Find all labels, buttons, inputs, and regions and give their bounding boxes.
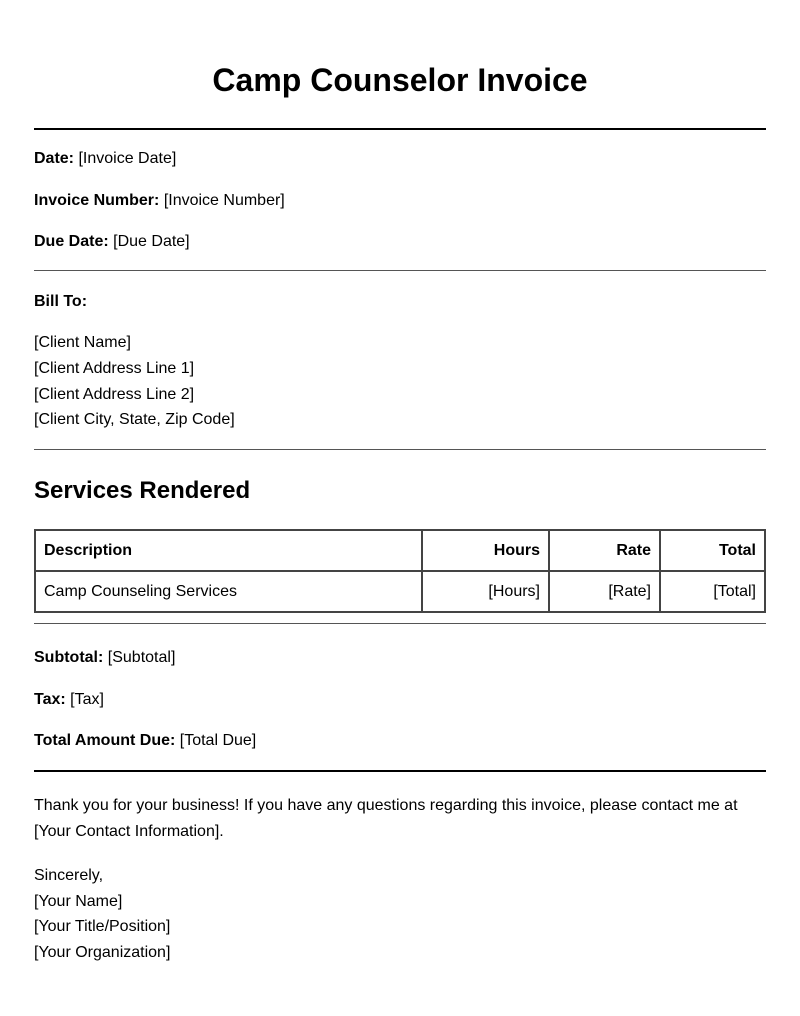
client-city-state-zip: [Client City, State, Zip Code] — [34, 411, 235, 428]
subtotal-value: [Subtotal] — [107, 649, 176, 666]
invoice-number-label: Invoice Number: — [34, 192, 160, 209]
total-due-value: [Total Due] — [179, 732, 257, 749]
subtotal — [34, 648, 175, 668]
invoice-number — [34, 191, 285, 211]
divider — [34, 770, 766, 772]
column-header-hours: Hours — [422, 530, 549, 571]
due-date-value: [Due Date] — [113, 233, 190, 250]
invoice-number-value: [Invoice Number] — [163, 192, 285, 209]
invoice-date-value: [Invoice Date] — [78, 150, 177, 167]
tax-value: [Tax] — [70, 691, 104, 708]
table-row — [35, 571, 765, 612]
services-table — [34, 529, 766, 613]
bill-to-heading: Bill To: — [34, 293, 88, 310]
divider — [34, 270, 766, 271]
tax-label: Tax: — [34, 691, 66, 708]
row-total: [Total] — [660, 571, 765, 612]
signoff-organization: [Your Organization] — [34, 944, 171, 961]
column-header-description: Description — [35, 530, 422, 571]
client-address-line-2: [Client Address Line 2] — [34, 386, 195, 403]
column-header-rate: Rate — [549, 530, 660, 571]
page-title: Camp Counselor Invoice — [212, 62, 588, 98]
divider — [34, 128, 766, 130]
services-heading: Services Rendered — [34, 477, 251, 504]
signoff-title: [Your Title/Position] — [34, 918, 171, 935]
invoice-date — [34, 149, 176, 169]
row-hours: [Hours] — [422, 571, 549, 612]
row-rate: [Rate] — [549, 571, 660, 612]
total-due-label: Total Amount Due: — [34, 732, 176, 749]
subtotal-label: Subtotal: — [34, 649, 104, 666]
client-address-line-1: [Client Address Line 1] — [34, 360, 195, 377]
bill-to-label — [34, 292, 87, 312]
total-amount-due — [34, 731, 256, 751]
signoff-sincerely: Sincerely, — [34, 867, 104, 884]
due-date-label: Due Date: — [34, 233, 109, 250]
row-description: Camp Counseling Services — [35, 571, 422, 612]
table-header-row — [35, 530, 765, 571]
closing-message: Thank you for your business! If you have any questions regarding this invoice, please contact me at [Your Contact Information]. — [34, 797, 738, 840]
client-name: [Client Name] — [34, 334, 131, 351]
tax — [34, 690, 104, 710]
invoice-date-label: Date: — [34, 150, 75, 167]
divider — [34, 449, 766, 450]
divider — [34, 623, 766, 624]
signoff-name: [Your Name] — [34, 893, 123, 910]
column-header-total: Total — [660, 530, 765, 571]
due-date — [34, 232, 190, 252]
